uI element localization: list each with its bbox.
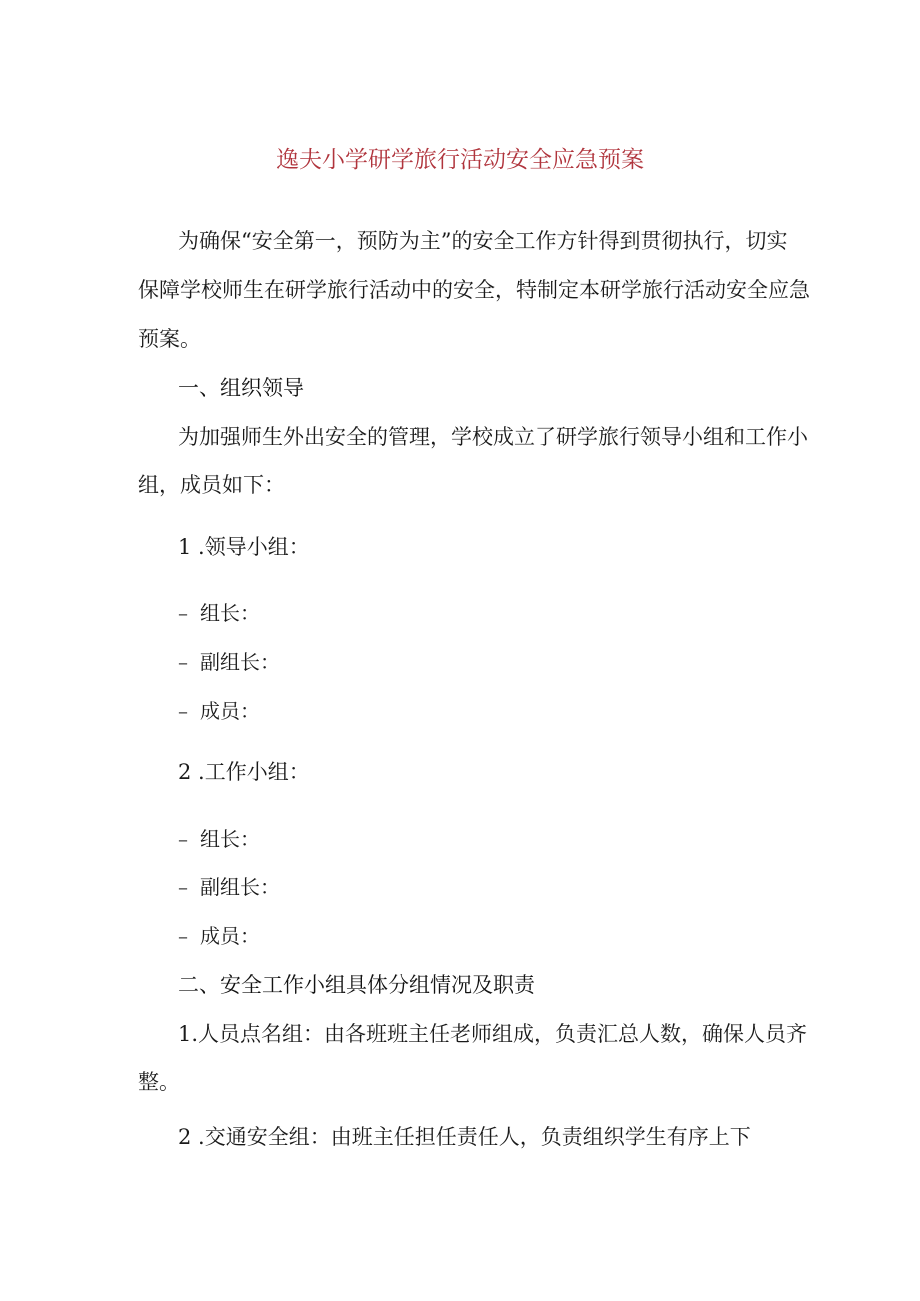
group-1-item-members-label: 成员： — [200, 699, 260, 723]
group-2-item-deputy-label: 副组长： — [200, 875, 280, 899]
group-2-item-leader-label: 组长： — [200, 827, 260, 851]
group-1-item-leader — [178, 599, 260, 627]
group-2-item-leader — [178, 825, 260, 853]
group-1-label: 1 .领导小组： — [178, 535, 310, 559]
group-1-item-deputy-label: 副组长： — [200, 650, 280, 674]
section-1-para-line-2: 组，成员如下： — [138, 473, 285, 497]
group-1-item-leader-label: 组长： — [200, 601, 260, 625]
document-title: 逸夫小学研学旅行活动安全应急预案 — [276, 147, 644, 173]
dash-marker: – — [178, 827, 188, 851]
section-2-item-1-line-1: 1.人员点名组：由各班班主任老师组成，负责汇总人数，确保人员齐 — [178, 1022, 808, 1046]
section-1-para-line-1: 为加强师生外出安全的管理，学校成立了研学旅行领导小组和工作小 — [178, 425, 808, 449]
group-1-item-deputy — [178, 648, 280, 676]
intro-line-2: 保障学校师生在研学旅行活动中的安全，特制定本研学旅行活动安全应急 — [138, 278, 810, 302]
dash-marker: – — [178, 699, 188, 723]
dash-marker: – — [178, 601, 188, 625]
section-2-heading: 二、安全工作小组具体分组情况及职责 — [178, 973, 535, 997]
group-2-item-members — [178, 922, 260, 950]
dash-marker: – — [178, 924, 188, 948]
section-2-item-1-line-2: 整。 — [138, 1070, 180, 1094]
intro-line-3: 预案。 — [138, 327, 201, 351]
intro-line-1: 为确保“安全第一，预防为主”的安全工作方针得到贯彻执行，切实 — [178, 229, 788, 253]
section-2-item-2-line-1: 2 .交通安全组：由班主任担任责任人，负责组织学生有序上下 — [178, 1125, 751, 1149]
group-2-label: 2 .工作小组： — [178, 760, 310, 784]
group-2-item-deputy — [178, 873, 280, 901]
group-1-item-members — [178, 697, 260, 725]
dash-marker: – — [178, 875, 188, 899]
section-1-heading: 一、组织领导 — [178, 376, 304, 400]
group-2-item-members-label: 成员： — [200, 924, 260, 948]
dash-marker: – — [178, 650, 188, 674]
